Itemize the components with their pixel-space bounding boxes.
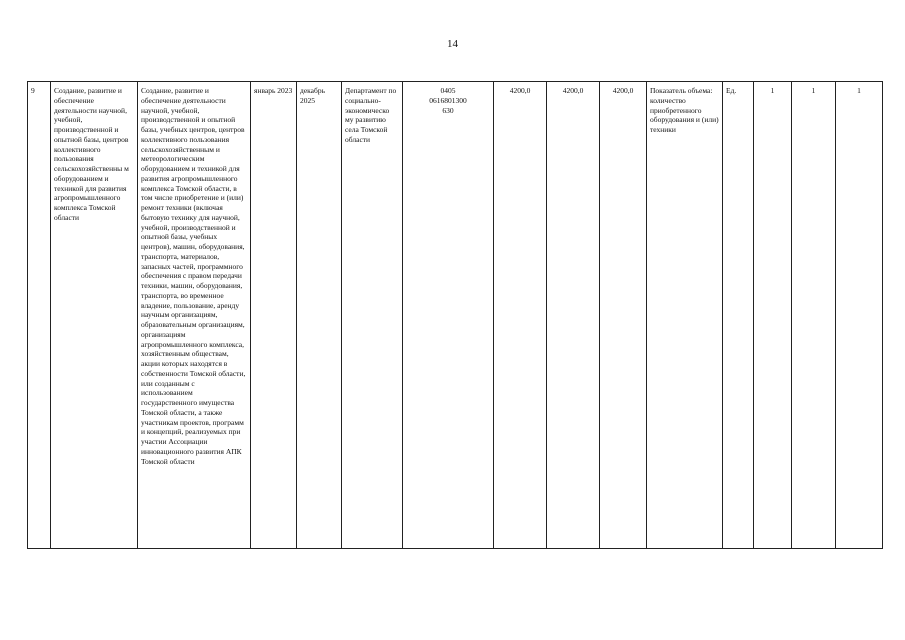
amount-cell-3: 4200,0 bbox=[600, 82, 647, 549]
budget-code-section: 0405 bbox=[440, 86, 456, 95]
row-number: 9 bbox=[28, 82, 51, 549]
program-table bbox=[27, 81, 883, 549]
page-number: 14 bbox=[447, 38, 458, 50]
indicator-cell: Показатель объема: количество приобретенного оборудования и (или) техники bbox=[647, 82, 723, 549]
unit-cell: Ед. bbox=[723, 82, 754, 549]
start-date-cell: январь 2023 bbox=[251, 82, 297, 549]
event-description-cell: Создание, развитие и обеспечение деятельности научной, учебной, производственной и опытной базы, учебных центров, центров коллективного пользования сельскохозяйственным и метеорологическим оборудованием и техникой для развития агропромышленного комплекса Томской области, в том числе приобретение и (или) ремонт техники (включая бытовую технику для научной, учебной, производственной и опытной базы, учебных центров), машин, оборудования, транспорта, материалов, запасных частей, программного обеспечения с правом передачи техники, машин, оборудования, транспорта, во временное владение, пользование, аренду научным организациям, образовательным организациям, организациям агропромышленного комплекса, хозяйственным обществам, акции которых находятся в собственности Томской области, или созданным с использованием государственного имущества Томской области, а также участникам проектов, программ и концепций, реализуемых при участии Ассоциации инновационного развития АПК Томской области bbox=[138, 82, 251, 549]
executor-cell: Департамент по социально-экономическо му развитию села Томской области bbox=[342, 82, 403, 549]
value-cell-1: 1 bbox=[754, 82, 792, 549]
budget-code-cell bbox=[403, 82, 494, 549]
value-cell-3: 1 bbox=[836, 82, 883, 549]
event-name-cell: Создание, развитие и обеспечение деятельности научной, учебной, производственной и опытной базы, центров коллективного пользования сельскохозяйственны м оборудованием и техникой для развития агропромышленного комплекса Томской области bbox=[51, 82, 138, 549]
table-row bbox=[28, 82, 883, 549]
budget-code-type: 630 bbox=[442, 105, 454, 115]
budget-code-target: 0616801300 bbox=[429, 95, 467, 105]
amount-cell-2: 4200,0 bbox=[547, 82, 600, 549]
end-date-cell: декабрь 2025 bbox=[297, 82, 342, 549]
value-cell-2: 1 bbox=[792, 82, 836, 549]
amount-cell-1: 4200,0 bbox=[494, 82, 547, 549]
